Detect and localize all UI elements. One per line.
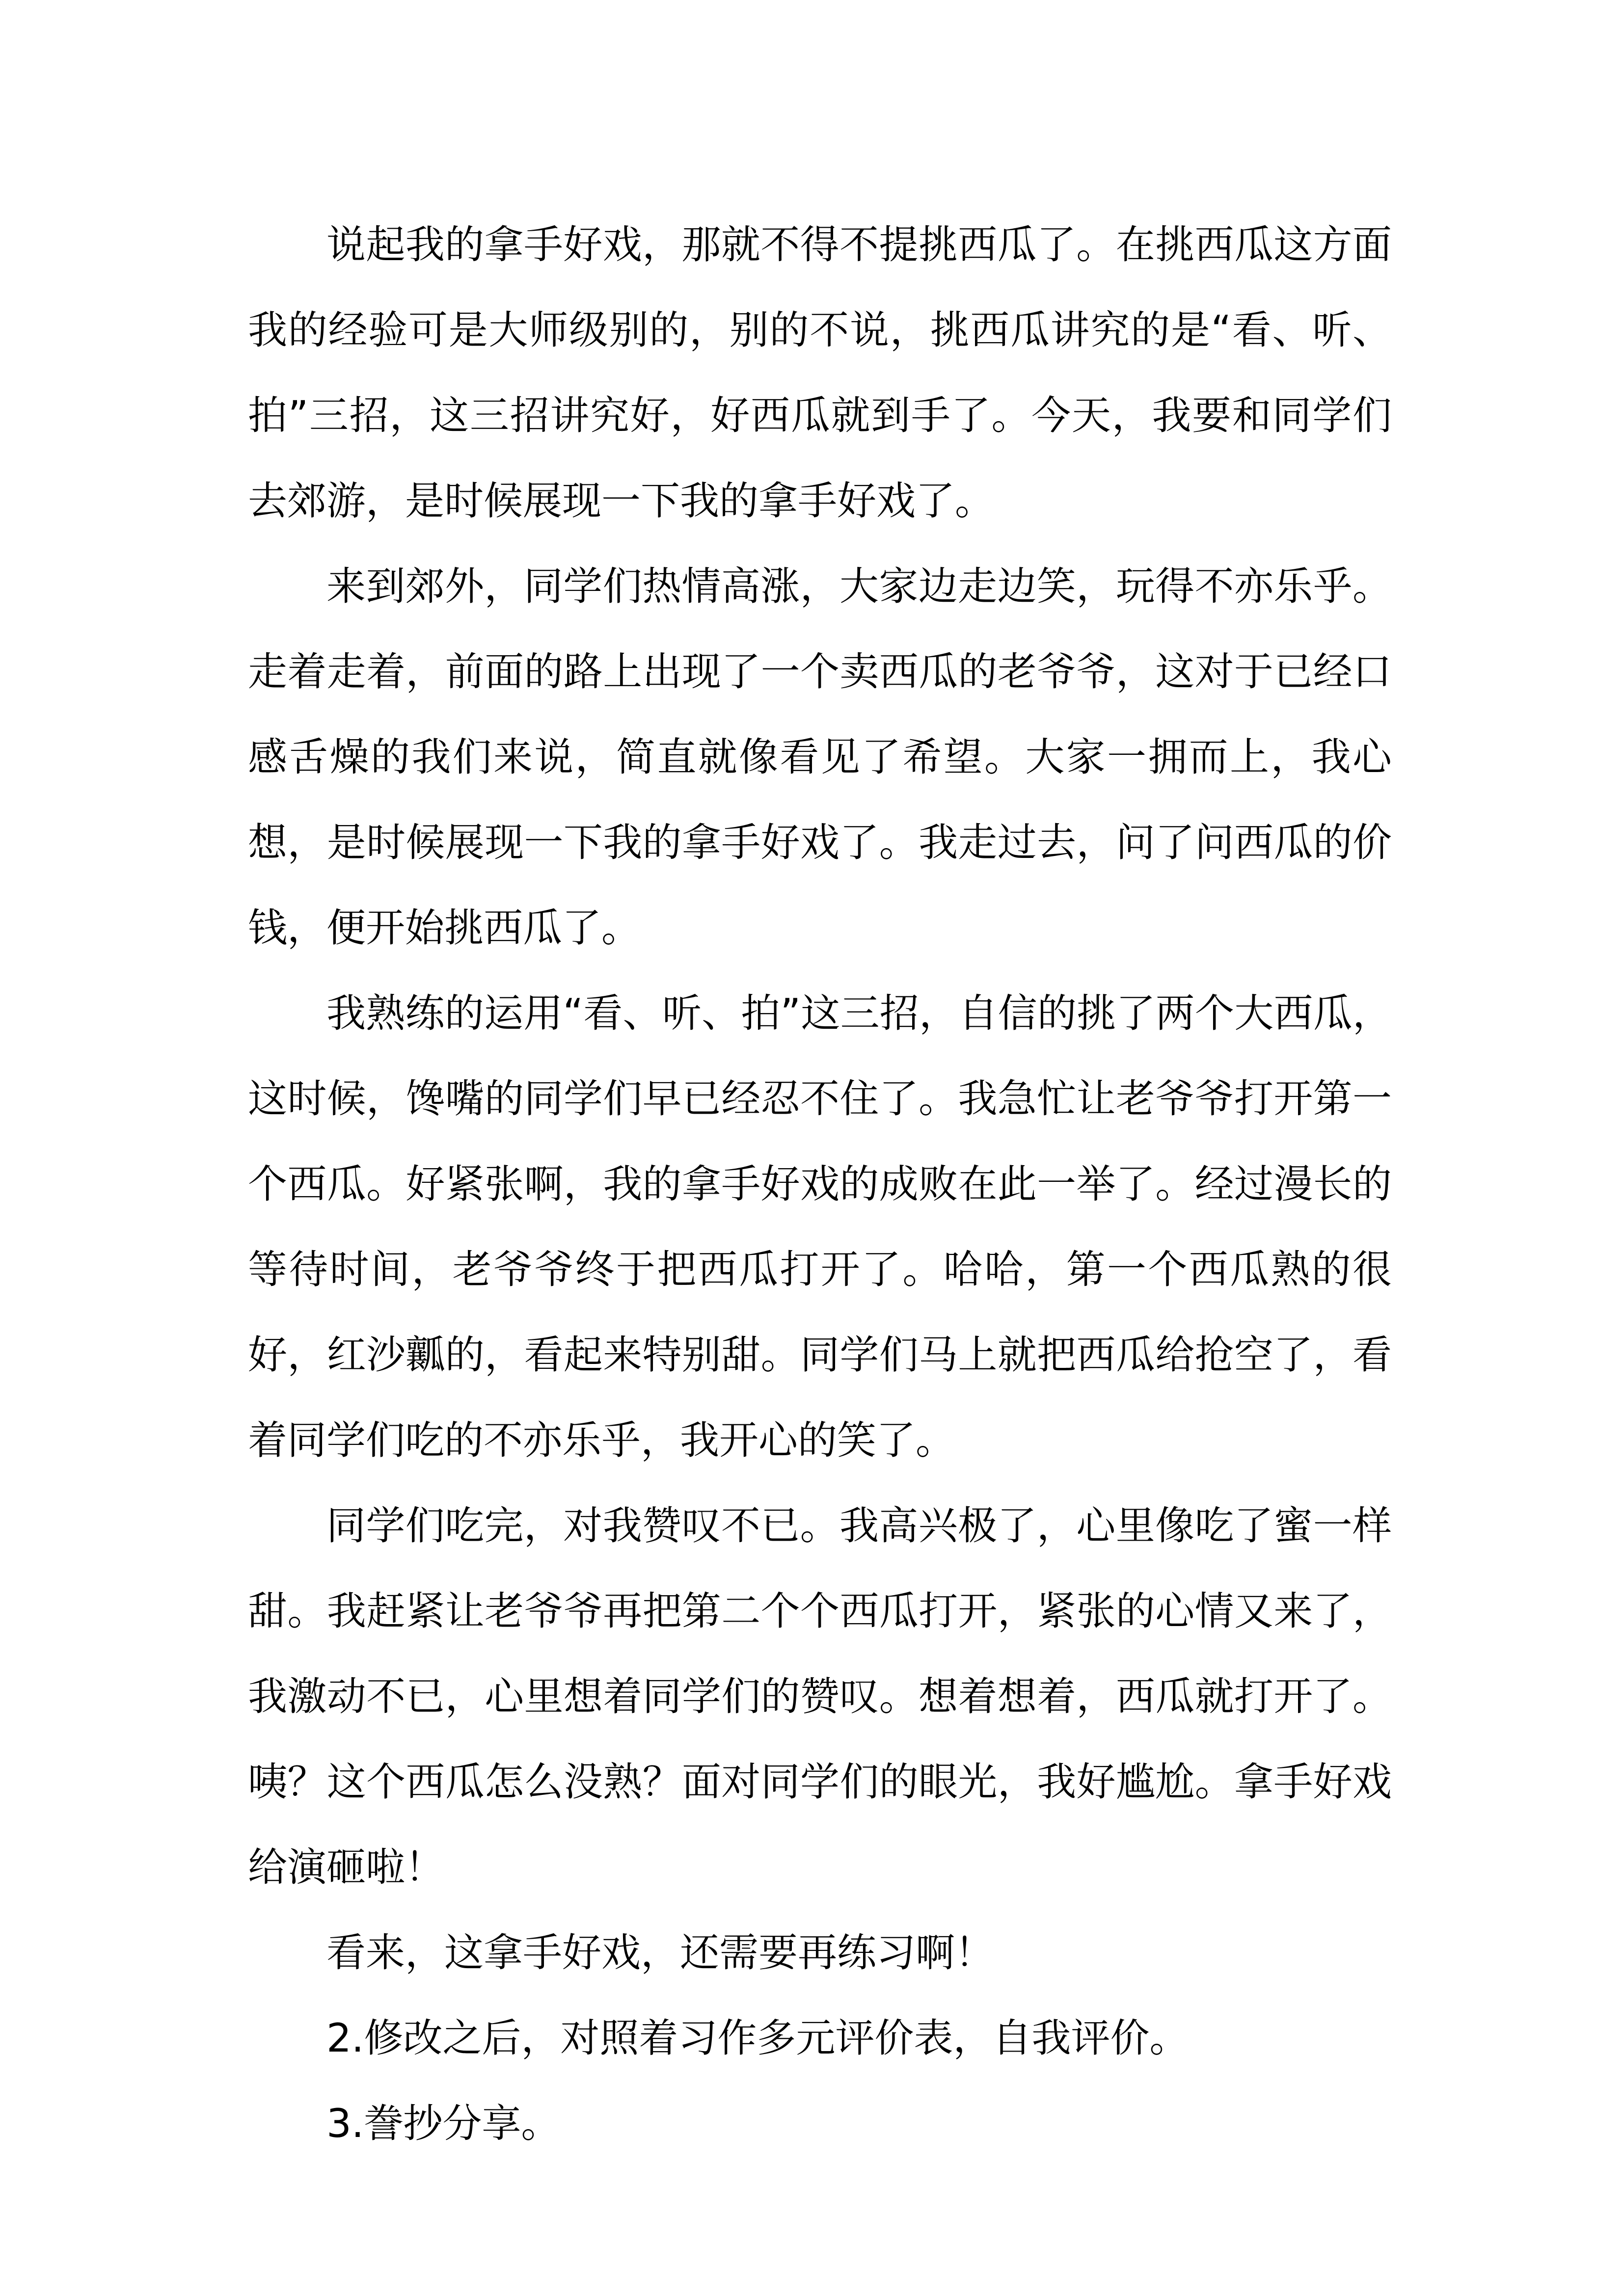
- paragraph-suburb: 来到郊外，同学们热情高涨，大家边走边笑，玩得不亦乐乎。走着走着，前面的路上出现了一个卖西瓜的老爷爷，这对于已经口感舌燥的我们来说，简直就像看见了希望。大家一拥而上，我心想，是时候展现一下我的拿手好戏了。我走过去，问了问西瓜的价钱，便开始挑西瓜了。: [248, 563, 1392, 951]
- document-body: [248, 202, 1392, 2166]
- paragraph-second-melon: 同学们吃完，对我赞叹不已。我高兴极了，心里像吃了蜜一样甜。我赶紧让老爷爷再把第二个个西瓜打开，紧张的心情又来了，我激动不已，心里想着同学们的赞叹。想着想着，西瓜就打开了。咦？这个西瓜怎么没熟？面对同学们的眼光，我好尴尬。拿手好戏给演砸啦！: [248, 1503, 1392, 1890]
- instruction-step-3: 3.誊抄分享。: [326, 2101, 561, 2146]
- paragraph-first-melon: 我熟练的运用“看、听、拍”这三招，自信的挑了两个大西瓜，这时候，馋嘴的同学们早已经忍不住了。我急忙让老爷爷打开第一个西瓜。好紧张啊，我的拿手好戏的成败在此一举了。经过漫长的等待时间，老爷爷终于把西瓜打开了。哈哈，第一个西瓜熟的很好，红沙瓤的，看起来特别甜。同学们马上就把西瓜给抢空了，看着同学们吃的不亦乐乎，我开心的笑了。: [248, 990, 1392, 1463]
- paragraph-conclusion: 看来，这拿手好戏，还需要再练习啊！: [326, 1930, 994, 1976]
- paragraph-intro: 说起我的拿手好戏，那就不得不提挑西瓜了。在挑西瓜这方面我的经验可是大师级别的，别的不说，挑西瓜讲究的是“看、听、拍”三招，这三招讲究好，好西瓜就到手了。今天，我要和同学们去郊游，是时候展现一下我的拿手好戏了。: [248, 222, 1392, 524]
- instruction-step-2: 2.修改之后，对照着习作多元评价表，自我评价。: [326, 2015, 1189, 2061]
